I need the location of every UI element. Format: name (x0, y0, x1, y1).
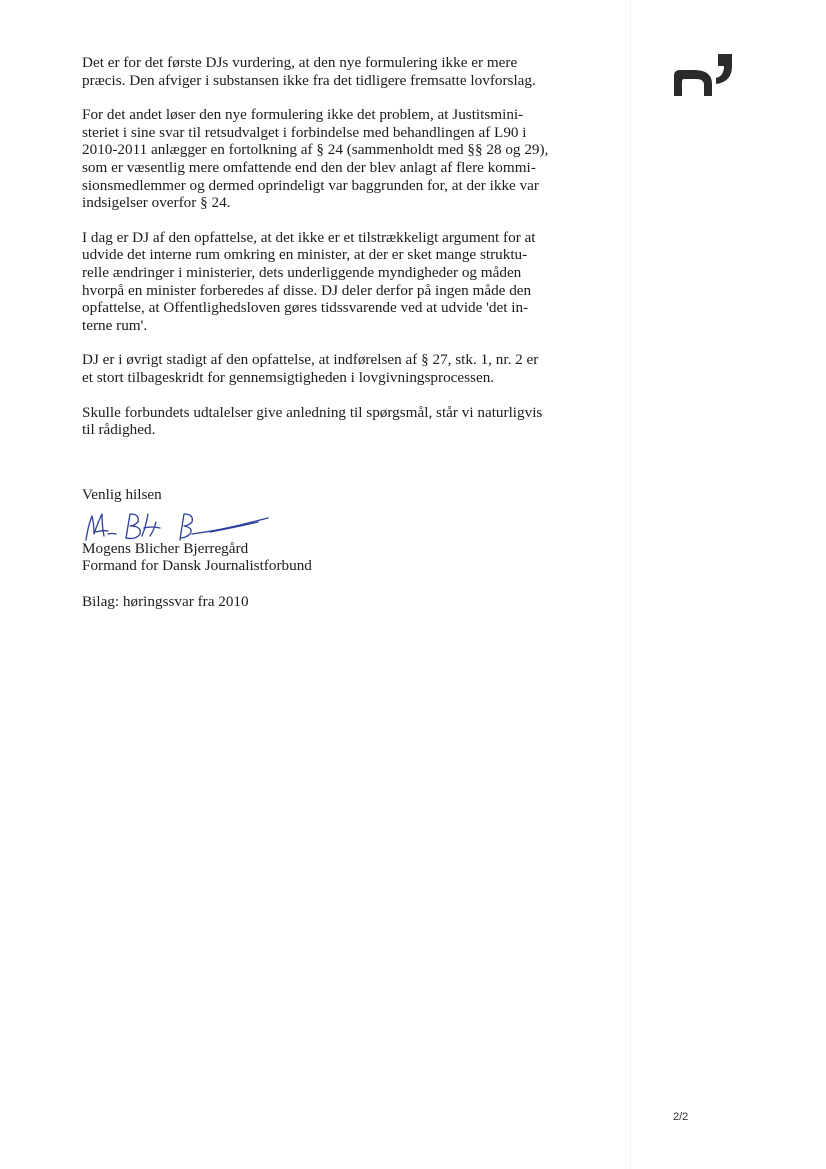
closing-block (82, 486, 607, 575)
attachment-note: Bilag: høringssvar fra 2010 (82, 593, 249, 610)
letter-body (82, 54, 607, 439)
signer-name: Mogens Blicher Bjerregård (82, 539, 249, 557)
closing-salutation: Venlig hilsen (82, 486, 162, 503)
paragraph: Skulle forbundets udtalelser give anledning til spørgsmål, står vi naturligvis til rådighed. (82, 403, 543, 439)
dj-logo-icon (672, 52, 736, 98)
handwritten-signature (82, 504, 272, 544)
paragraph: I dag er DJ af den opfattelse, at det ikke er et tilstrækkeligt argument for at udvide det interne rum omkring en minister, at der er sket mange struktu- relle ændringer i ministerier, dets underliggende myndigheder og måden hvorpå en minister forberedes af disse. DJ deler derfor på ingen måde den opfattelse, at Offentlighedsloven gøres tidssvarende ved at udvide 'det in- terne rum'. (82, 228, 536, 334)
signer-block (82, 540, 607, 575)
paragraph: For det andet løser den nye formulering ikke det problem, at Justitsmini- steriet i sine svar til retsudvalget i forbindelse med behandlingen af L90 i 2010-2011 anlægger en fortolkning af § 24 (sammenholdt med §§ 28 og 29), som er væsentlig mere omfattende end den der blev anlagt af flere kommi- sionsmedlemmer og dermed oprindeligt var baggrunden for, at der ikke var indsigelser overfor § 24. (82, 106, 549, 212)
signer-title: Formand for Dansk Journalistforbund (82, 557, 312, 575)
margin-rule (630, 0, 631, 1169)
paragraph: DJ er i øvrigt stadigt af den opfattelse, at indførelsen af § 27, stk. 1, nr. 2 er et stort tilbageskridt for gennemsigtigheden i lovgivningsprocessen. (82, 351, 539, 386)
paragraph: Det er for det første DJs vurdering, at den nye formulering ikke er mere præcis. Den afviger i substansen ikke fra det tidligere fremsatte lovforslag. (82, 54, 536, 89)
page-number: 2/2 (673, 1111, 689, 1123)
